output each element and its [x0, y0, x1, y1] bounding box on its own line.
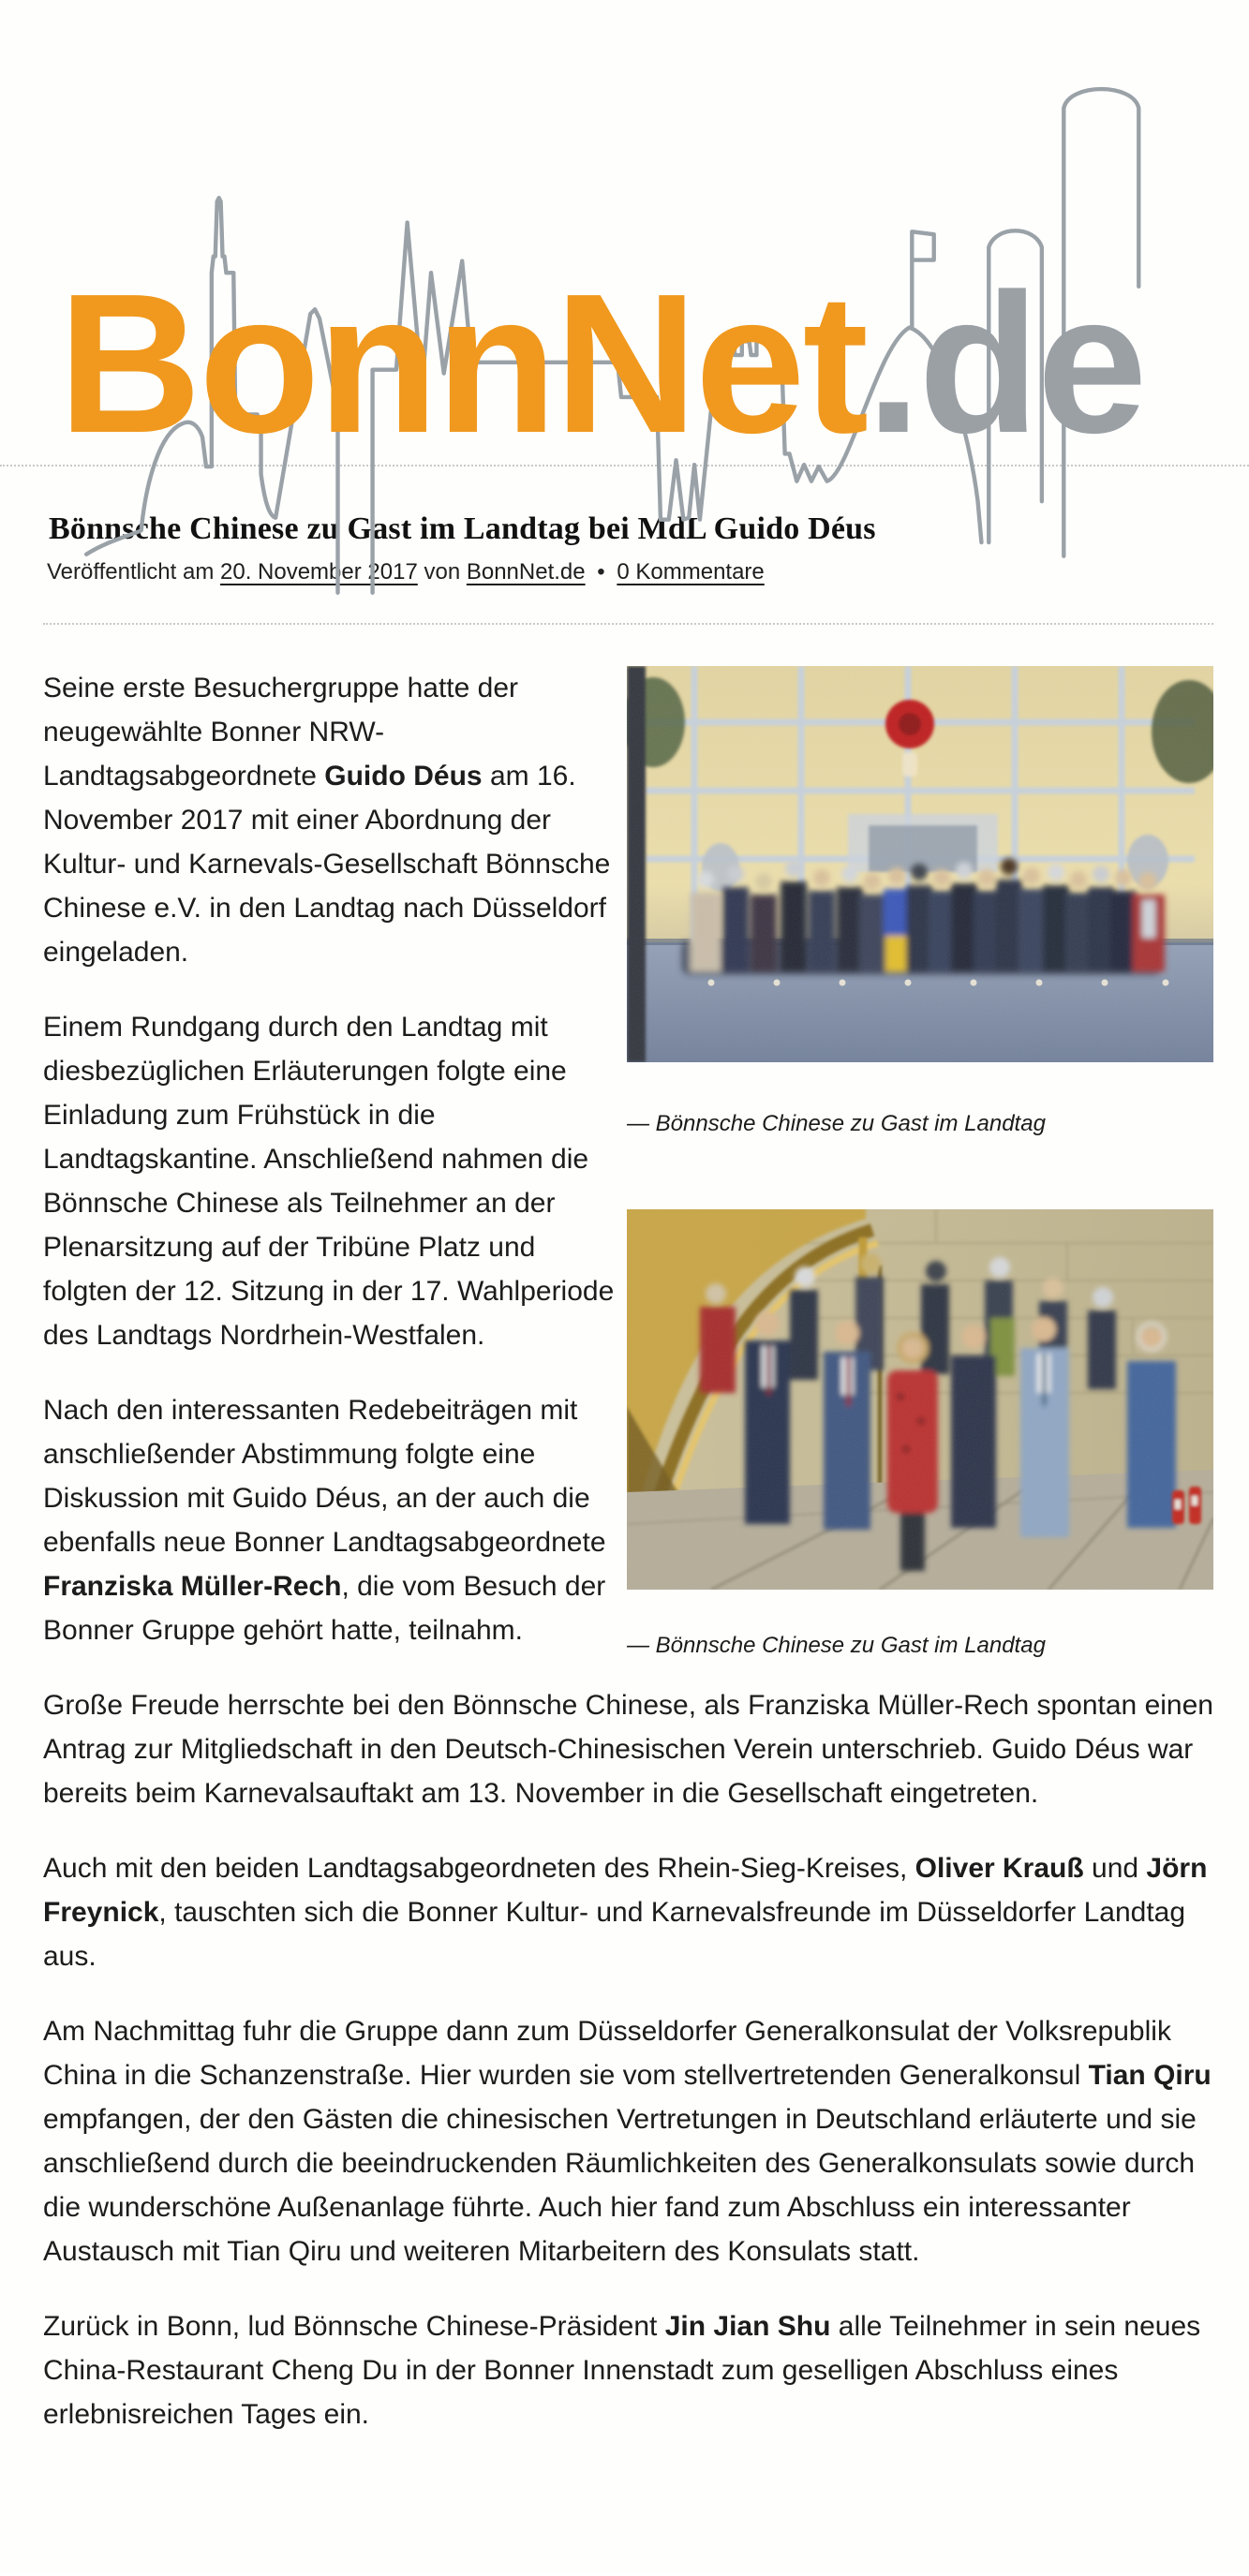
article-paragraph — [43, 2009, 1213, 2273]
byline-von: von — [424, 558, 461, 585]
person-name-bold: Tian Qiru — [1088, 2059, 1212, 2091]
article-paragraph — [43, 1005, 615, 1357]
byline-date-link[interactable]: 20. November 2017 — [220, 558, 418, 585]
paragraph-text: Auch mit den beiden Landtagsabgeordneten des Rhein-Sieg-Kreises, — [43, 1852, 915, 1884]
photo-figure-2 — [627, 1209, 1213, 1659]
paragraph-text: , tauschten sich die Bonner Kultur- und Karnevalsfreunde im Düsseldorfer Landtag aus. — [43, 1896, 1186, 1972]
paragraph-text: alle Teilnehmer in sein neues China-Restaurant Cheng Du in der Bonner Innenstadt zum geselligen Abschluss eines erlebnisreichen Tages ein. — [43, 2310, 1201, 2430]
paragraph-text: Nach den interessanten Redebeiträgen mit anschließender Abstimmung folgte eine Diskussion mit Guido Déus, an der auch die ebenfalls neue Bonner Landtagsabgeordnete — [43, 1394, 606, 1558]
byline-source-link[interactable]: BonnNet.de — [466, 558, 586, 585]
person-name-bold: Oliver Krauß — [914, 1852, 1084, 1884]
paragraph-text: Zurück in Bonn, lud Bönnsche Chinese-Präsident — [43, 2310, 665, 2342]
site-logo[interactable] — [58, 252, 1145, 474]
article-paragraph — [43, 1388, 615, 1652]
logo-brand-text: BonnNet — [58, 252, 867, 474]
article — [0, 510, 1249, 2576]
site-header — [0, 0, 1249, 474]
logo-tld-text: .de — [866, 252, 1145, 474]
article-paragraph — [43, 1683, 1213, 1815]
byline-prefix: Veröffentlicht am — [47, 558, 215, 585]
article-paragraph — [43, 666, 615, 974]
person-name-bold: Franziska Müller-Rech — [43, 1570, 342, 1602]
group-photo-consulate-evening-image — [627, 666, 1213, 1062]
byline-comments-link[interactable]: 0 Kommentare — [617, 558, 765, 585]
paragraph-text: Seine erste Besuchergruppe hatte der neugewählte Bonner NRW-Landtagsabgeordnete — [43, 672, 518, 792]
photo-caption: — Bönnsche Chinese zu Gast im Landtag — [627, 1632, 1046, 1658]
article-title: Bönnsche Chinese zu Gast im Landtag bei MdL Guido Déus — [49, 511, 876, 546]
person-name-bold: Guido Déus — [324, 760, 483, 792]
byline-separator: • — [597, 558, 605, 585]
person-name-bold: Jörn Freynick — [43, 1852, 1208, 1928]
article-paragraph — [43, 1846, 1213, 1978]
person-name-bold: Jin Jian Shu — [664, 2310, 831, 2342]
paragraph-text: Am Nachmittag fuhr die Gruppe dann zum Düsseldorfer Generalkonsulat der Volksrepublik China in die Schanzenstraße. Hier wurden sie vom stellvertretenden Generalkonsul — [43, 2015, 1171, 2091]
group-photo-landtag-staircase-image — [627, 1209, 1213, 1590]
paragraph-text: Einem Rundgang durch den Landtag mit diesbezüglichen Erläuterungen folgte eine Einladung zum Frühstück in die Landtagskantine. Anschließend nahmen die Bönnsche Chinese als Teilnehmer an der Plenarsitzung auf der Tribüne Platz und folgten der 12. Sitzung in der 17. Wahlperiode des Landtags Nordrhein-Westfalen. — [43, 1011, 615, 1351]
photo-caption: — Bönnsche Chinese zu Gast im Landtag — [627, 1110, 1046, 1136]
article-body — [43, 666, 1213, 2576]
paragraph-text: und — [1083, 1852, 1147, 1884]
paragraph-text: am 16. November 2017 mit einer Abordnung der Kultur- und Karnevals-Gesellschaft Bönnsche Chinese e.V. in den Landtag nach Düsseldorf eingeladen. — [43, 760, 611, 968]
article-byline — [47, 559, 1213, 585]
separator-line — [43, 623, 1213, 625]
article-paragraph — [43, 2304, 1213, 2436]
paragraph-text: Große Freude herrschte bei den Bönnsche Chinese, als Franziska Müller-Rech spontan einen Antrag zur Mitgliedschaft in den Deutsch-Chinesischen Verein unterschrieb. Guido Déus war bereits beim Karnevalsauftakt am 13. November in die Gesellschaft eingetreten. — [43, 1689, 1213, 1809]
paragraph-text: , die vom Besuch der Bonner Gruppe gehört hatte, teilnahm. — [43, 1570, 606, 1646]
photo-figure-1 — [627, 666, 1213, 1137]
paragraph-text: empfangen, der den Gästen die chinesischen Vertretungen in Deutschland erläuterte und sie anschließend durch die beeindruckenden Räumlichkeiten des Generalkonsulats sowie durch die wunderschöne Außenanlage führte. Auch hier fand zum Abschluss ein interessanter Austausch mit Tian Qiru und weiteren Mitarbeitern des Konsulats statt. — [43, 2103, 1197, 2267]
